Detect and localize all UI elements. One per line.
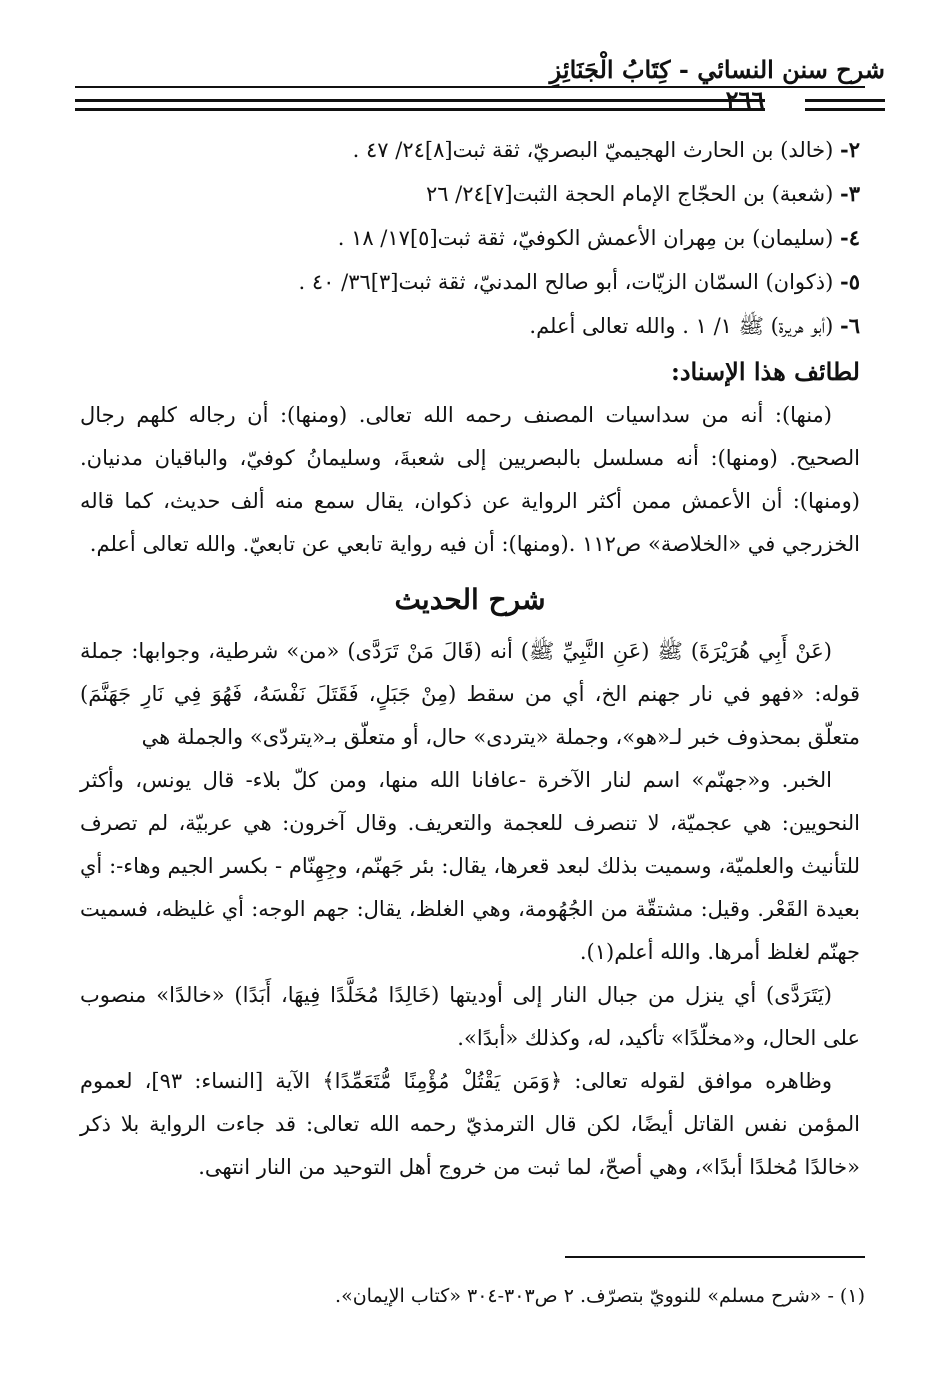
sharh-paragraph: وظاهره موافق لقوله تعالى: ﴿وَمَن يَقْتُلْ مُؤْمِنًا مُّتَعَمِّدًا﴾ الآية [النساء: ٩٣]، لعموم المؤمن نفس القاتل أيضًا، لكن قال الترمذيّ رحمه الله تعالى: قد جاءت الرواية بلا ذكر «خالدًا مُخلدًا أبدًا»، وهي أصحّ، لما ثبت من خروج أهل التوحيد من النار انتهى. xyxy=(80,1069,860,1179)
narrator-text: (أبو هريرة) ﷺ ١/ ١ . والله تعالى أعلم. xyxy=(529,314,834,338)
page-number-rule-left-top xyxy=(75,99,765,102)
narrator-item xyxy=(80,260,860,304)
narrator-item xyxy=(80,128,860,172)
narrator-number: ٣- xyxy=(840,181,860,206)
narrator-text: (شعبة) بن الحجّاج الإمام الحجة الثبت[٧]٢٤/ ٢٦ xyxy=(425,182,834,206)
sharh-paragraph: الخبر. و«جهنّم» اسم لنار الآخرة -عافانا الله منها، ومن كلّ بلاء- قال يونس، وأكثر النحويين: هي عجميّة، لا تنصرف للعجمة والتعريف. وقال آخرون: هي عربيّة، لم تصرف للتأنيث والعلميّة، وسميت بذلك لبعد قعرها، يقال: بئر جَهنّم، وجِهِنّام - بكسر الجيم وهاء-: أي بعيدة القَعْر. وقيل: مشتقّة من الجُهُومة، وهي الغلظ، يقال: جهم الوجه: أي غليظه، فسميت جهنّم لغلظ أمرها. والله أعلم(١). xyxy=(80,768,860,964)
sharh-title: شرح الحديث xyxy=(394,583,546,616)
page-number-rule-right-top xyxy=(805,99,885,102)
narrator-item xyxy=(80,216,860,260)
sharh-paragraph: (يَتَرَدَّى) أي ينزل من جبال النار إلى أوديتها (خَالِدًا مُخَلَّدًا فِيهَا، أَبَدًا) «خالدًا» منصوب على الحال، و«مخلّدًا» تأكيد، له، وكذلك «أبدًا». xyxy=(80,983,860,1050)
footnote-rule xyxy=(565,1256,865,1258)
page-number: ٢٦٦ xyxy=(725,85,765,114)
page-number-rule-right-bottom xyxy=(805,108,885,111)
main-text xyxy=(80,128,860,1189)
lataif-paragraph: (منها): أنه من سداسيات المصنف رحمه الله تعالى. (ومنها): أن رجاله كلهم رجال الصحيح. (ومنها): أنه مسلسل بالبصريين إلى شعبةَ، وسليمانُ كوفيّ، والباقيان مدنيان. (ومنها): أن الأعمش ممن أكثر الرواية عن ذكوان، يقال سمع منه ألف حديث، كما قاله الخزرجي في «الخلاصة» ص١١٢ .(ومنها): أن فيه رواية تابعي عن تابعيّ. والله تعالى أعلم. xyxy=(80,403,860,556)
page-number-rule-left-bottom xyxy=(75,108,765,111)
running-title: شرح سنن النسائي - كِتَابُ الْجَنَائِزِ xyxy=(549,55,885,84)
narrator-text: (خالد) بن الحارث الهجيميّ البصريّ، ثقة ثبت[٨]٢٤/ ٤٧ . xyxy=(352,138,834,162)
narrator-text: (سليمان) بن مِهران الأعمش الكوفيّ، ثقة ثبت[٥]١٧/ ١٨ . xyxy=(337,226,834,250)
lataif-heading: لطائف هذا الإسناد: xyxy=(670,357,860,386)
narrator-list xyxy=(80,128,860,348)
narrator-number: ٤- xyxy=(840,225,860,250)
footnote: (١) - «شرح مسلم» للنوويّ بتصرّف. ٢ ص٣٠٣-٣٠٤ «كتاب الإيمان». xyxy=(335,1285,865,1307)
narrator-number: ٢- xyxy=(840,137,860,162)
sharh-paragraph: (عَنْ أَبِي هُرَيْرَةَ) ﷺ (عَنِ النَّبِيِّ ﷺ) أنه (قَالَ مَنْ تَرَدَّى) «من» شرطية، وجوابها: جملة قوله: «فهو في نار جهنم الخ، أي من سقط (مِنْ جَبَلٍ، فَقَتَلَ نَفْسَهُ، فَهُوَ فِي نَارِ جَهَنَّمَ) متعلّق بمحذوف خبر لـ«هو»، وجملة «يتردى» حال، أو متعلّق بـ«يتردّى» والجملة هي xyxy=(80,639,860,749)
narrator-number: ٦- xyxy=(840,313,860,338)
narrator-number: ٥- xyxy=(840,269,860,294)
narrator-text: (ذكوان) السمّان الزيّات، أبو صالح المدنيّ، ثقة ثبت[٣]٣٦/ ٤٠ . xyxy=(298,270,834,294)
narrator-item xyxy=(80,304,860,348)
narrator-item xyxy=(80,172,860,216)
